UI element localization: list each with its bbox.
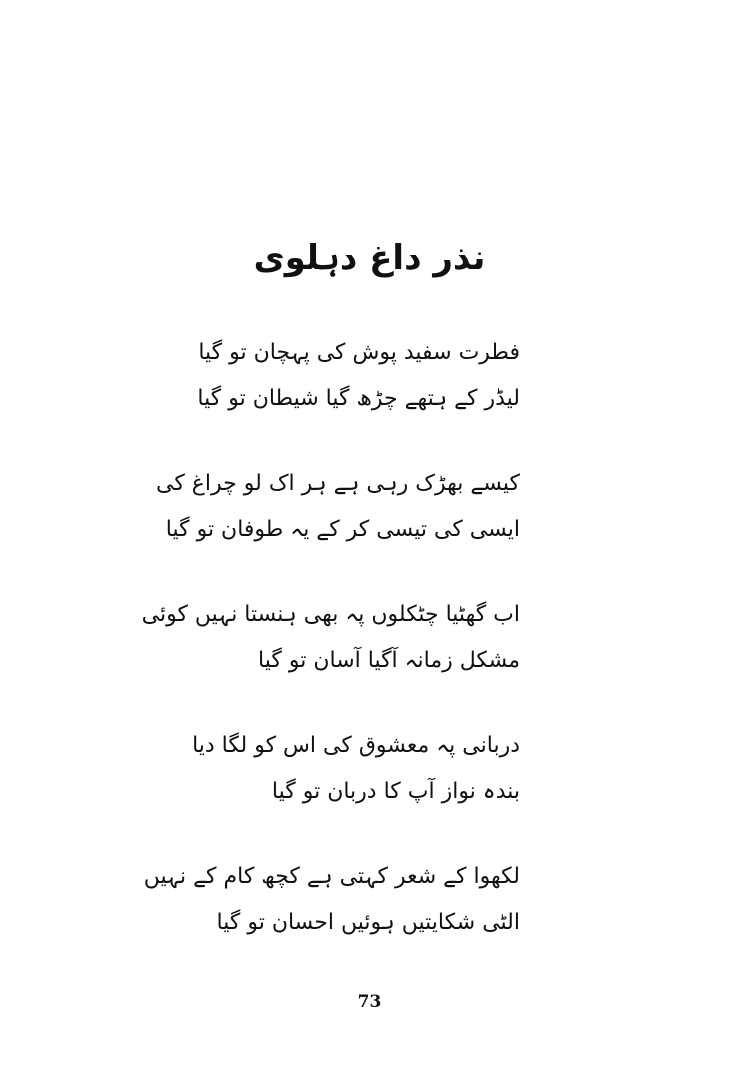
stanza-1 [160,330,520,461]
verse-line: لکھوا کے شعر کہتی ہے کچھ کام کے نہیں [143,864,520,889]
verse-line: اب گھٹیا چٹکلوں پہ بھی ہنستا نہیں کوئی [141,602,520,627]
verse-line: مشکل زمانہ آگیا آسان تو گیا [258,648,520,673]
stanza-2 [156,461,520,592]
page-number: 73 [357,992,382,1012]
verse-line: دربانی پہ معشوق کی اس کو لگا دیا [192,733,520,758]
verse-line: لیڈر کے ہتھے چڑھ گیا شیطان تو گیا [197,386,520,411]
verse-line: کیسے بھڑک رہی ہے ہر اک لو چراغ کی [156,471,520,496]
verse-line: فطرت سفید پوش کی پہچان تو گیا [198,340,520,365]
stanza-3 [141,592,520,723]
verse-line: بندہ نواز آپ کا دربان تو گیا [271,779,520,804]
poem-body [141,330,520,985]
stanza-4 [160,723,520,854]
verse-line: ایسی کی تیسی کر کے یہ طوفان تو گیا [165,517,520,542]
stanza-5 [143,854,520,985]
verse-line: الٹی شکایتیں ہوئیں احسان تو گیا [216,910,520,935]
poem-title: نذر داغ دہلوی [253,238,486,278]
